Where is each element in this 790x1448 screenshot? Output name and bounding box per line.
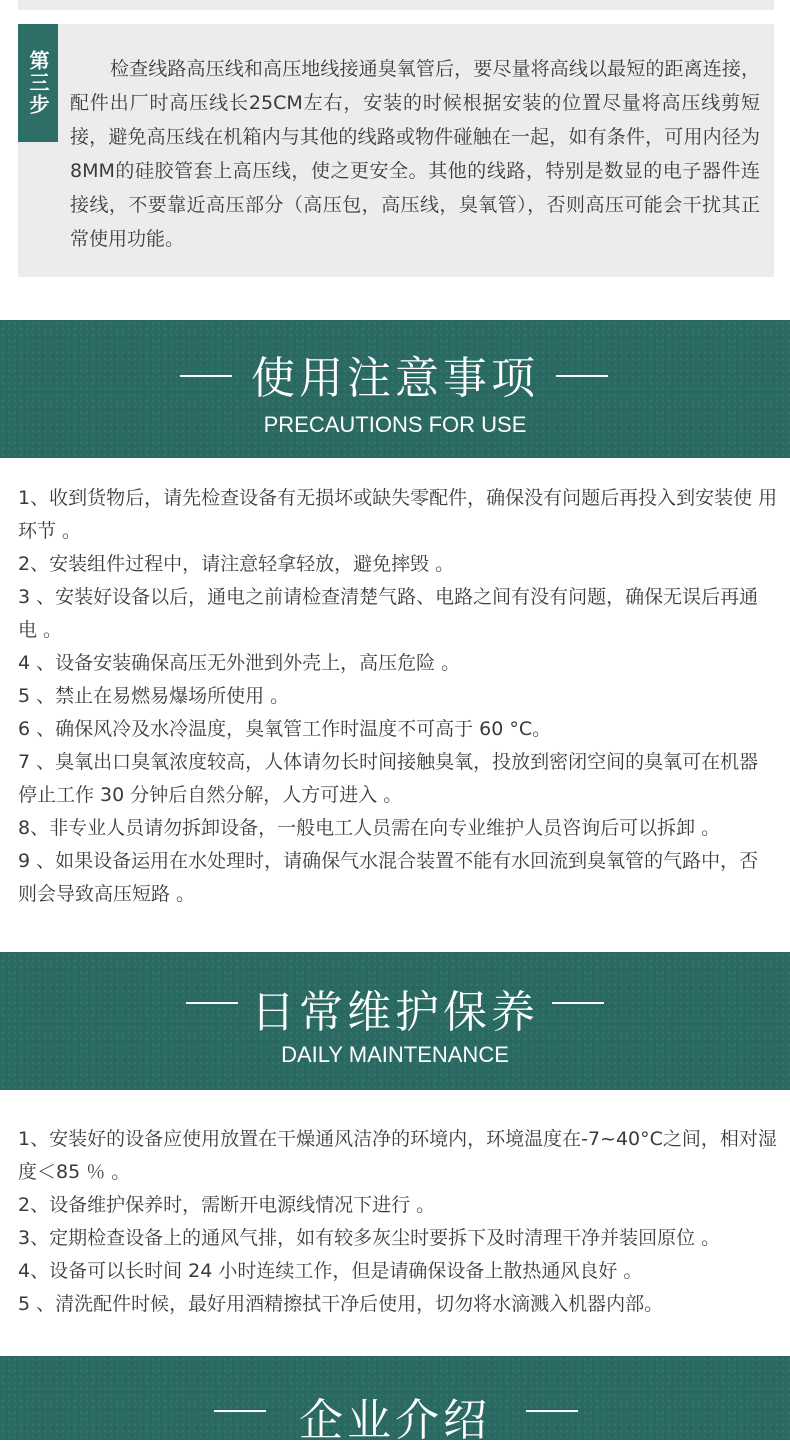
banner-right-line — [556, 375, 608, 377]
list-item: 2、安装组件过程中，请注意轻拿轻放，避免摔毁 。 — [18, 553, 455, 575]
maintenance-title: 日常维护保养 — [251, 987, 539, 1038]
precautions-title: 使用注意事项 — [251, 353, 539, 404]
list-item: 5 、禁止在易燃易爆场所使用 。 — [18, 685, 290, 707]
list-item: 6 、确保风冷及水冷温度，臭氧管工作时温度不可高于 60 °C。 — [18, 718, 552, 740]
company-title: 企业介绍 — [299, 1395, 491, 1446]
company-banner — [0, 1356, 790, 1446]
maintenance-subtitle: DAILY MAINTENANCE — [281, 1042, 509, 1067]
precautions-subtitle: PRECAUTIONS FOR USE — [263, 412, 527, 437]
list-item: 1、安装好的设备应使用放置在干燥通风洁净的环境内，环境温度在-7~40°C之间，相对湿 度＜85 ％ 。 — [18, 1128, 777, 1183]
list-item: 9 、如果设备运用在水处理时，请确保气水混合装置不能有水回流到臭氧管的气路中，否 则会导致高压短路 。 — [18, 850, 759, 905]
step-three-text: 检查线路高压线和高压地线接通臭氧管后，要尽量将高线以最短的距离连接，配件出厂时高压线长25CM左右，安装的时候根据安装的位置尽量将高压线剪短接，避免高压线在机箱内与其他的线路或物件碰触在一起，如有条件，可用内径为8MM的硅胶管套上高压线，使之更安全。其他的线路，特别是数显的电子器件连接线，不要靠近高压部分（高压包，高压线，臭氧管），否则高压可能会干扰其正常使用功能。 — [70, 58, 760, 250]
banner-right-line — [526, 1410, 578, 1412]
list-item: 5 、清洗配件时候，最好用酒精擦拭干净后使用，切勿将水滴溅入机器内部。 — [18, 1293, 664, 1315]
maintenance-banner — [0, 952, 790, 1090]
maintenance-list — [18, 1123, 778, 1321]
step-three-tag: 第三步 — [18, 24, 58, 142]
banner-right-line — [552, 1002, 604, 1004]
list-item: 7 、臭氧出口臭氧浓度较高，人体请勿长时间接触臭氧，投放到密闭空间的臭氧可在机器 停止工作 30 分钟后自然分解，人方可进入 。 — [18, 751, 759, 806]
step-three-box — [18, 24, 774, 277]
list-item: 1、收到货物后，请先检查设备有无损坏或缺失零配件，确保没有问题后再投入到安装使 用环节 。 — [18, 487, 778, 542]
list-item: 3、定期检查设备上的通风气排，如有较多灰尘时要拆下及时清理干净并装回原位 。 — [18, 1227, 721, 1249]
list-item: 3 、安装好设备以后，通电之前请检查清楚气路、电路之间有没有问题，确保无误后再通 电 。 — [18, 586, 759, 641]
precautions-list — [18, 482, 778, 911]
list-item: 4、设备可以长时间 24 小时连续工作，但是请确保设备上散热通风良好 。 — [18, 1260, 643, 1282]
precautions-banner — [0, 320, 790, 458]
previous-step-box-tail — [18, 0, 774, 10]
list-item: 8、非专业人员请勿拆卸设备，一般电工人员需在向专业维护人员咨询后可以拆卸 。 — [18, 817, 721, 839]
list-item: 2、设备维护保养时，需断开电源线情况下进行 。 — [18, 1194, 436, 1216]
list-item: 4 、设备安装确保高压无外泄到外壳上，高压危险 。 — [18, 652, 461, 674]
